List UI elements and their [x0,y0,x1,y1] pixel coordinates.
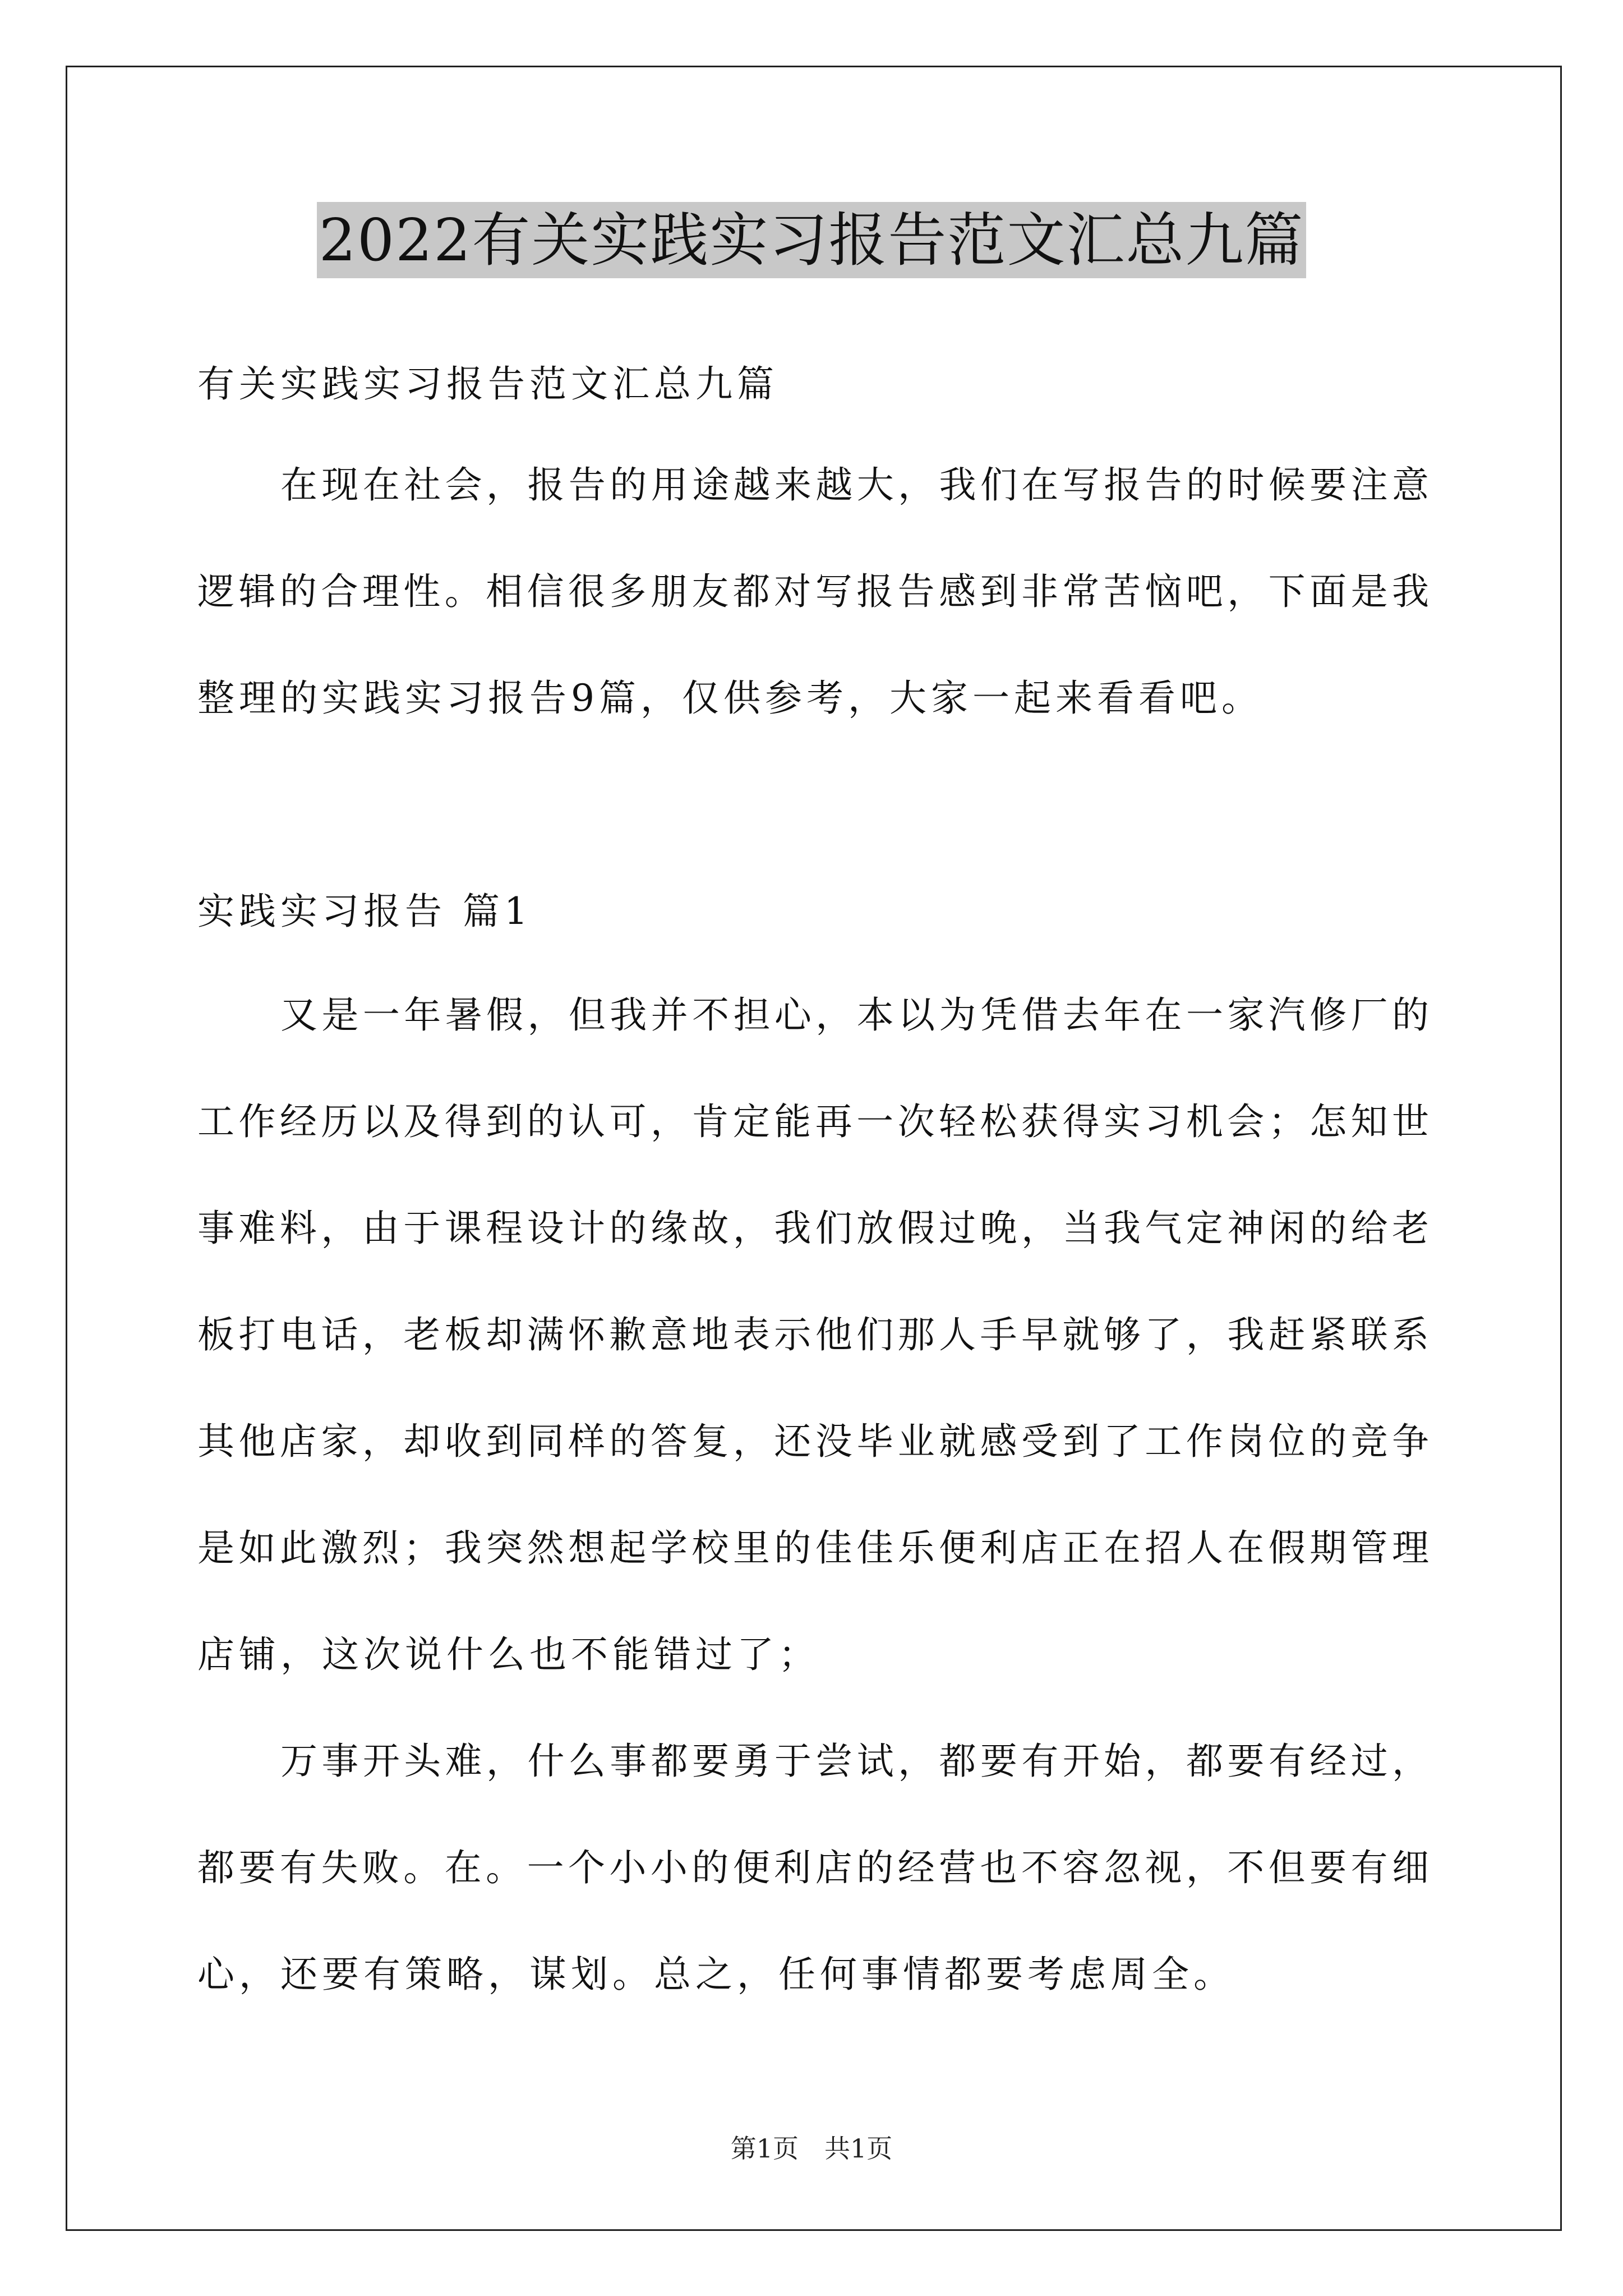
document-title-text: 2022有关实践实习报告范文汇总九篇 [317,202,1307,278]
paragraph-line: 心，还要有策略，谋划。总之，任何事情都要考虑周全。 [197,1953,1235,1996]
paragraph-line: 店铺，这次说什么也不能错过了； [197,1633,820,1676]
paragraph-line: 事难料，由于课程设计的缘故，我们放假过晚，当我气定神闲的给老 [197,1207,1429,1250]
intro-line: 逻辑的合理性。相信很多朋友都对写报告感到非常苦恼吧，下面是我 [197,570,1429,613]
paragraph-line: 又是一年暑假，但我并不担心，本以为凭借去年在一家汽修厂的 [280,993,1429,1037]
document-title [0,202,1623,280]
paragraph-line: 其他店家，却收到同样的答复，还没毕业就感受到了工作岗位的竞争 [197,1420,1429,1463]
intro-line: 整理的实践实习报告9篇，仅供参考，大家一起来看看吧。 [197,677,1263,720]
paragraph-line: 万事开头难，什么事都要勇于尝试，都要有开始，都要有经过， [280,1740,1429,1783]
paragraph-line: 都要有失败。在。一个小小的便利店的经营也不容忽视，不但要有细 [197,1846,1429,1889]
page-total: 共1页 [824,2133,893,2164]
paragraph-line: 工作经历以及得到的认可，肯定能再一次轻松获得实习机会；怎知世 [197,1100,1429,1143]
paragraph-line: 是如此激烈；我突然想起学校里的佳佳乐便利店正在招人在假期管理 [197,1526,1429,1570]
intro-line: 在现在社会，报告的用途越来越大，我们在写报告的时候要注意 [280,463,1429,507]
page-number: 第1页 [730,2133,799,2164]
subtitle: 有关实践实习报告范文汇总九篇 [197,362,778,406]
section-heading: 实践实习报告 篇1 [197,890,532,933]
page-footer [0,2132,1623,2165]
paragraph-line: 板打电话，老板却满怀歉意地表示他们那人手早就够了，我赶紧联系 [197,1313,1429,1356]
